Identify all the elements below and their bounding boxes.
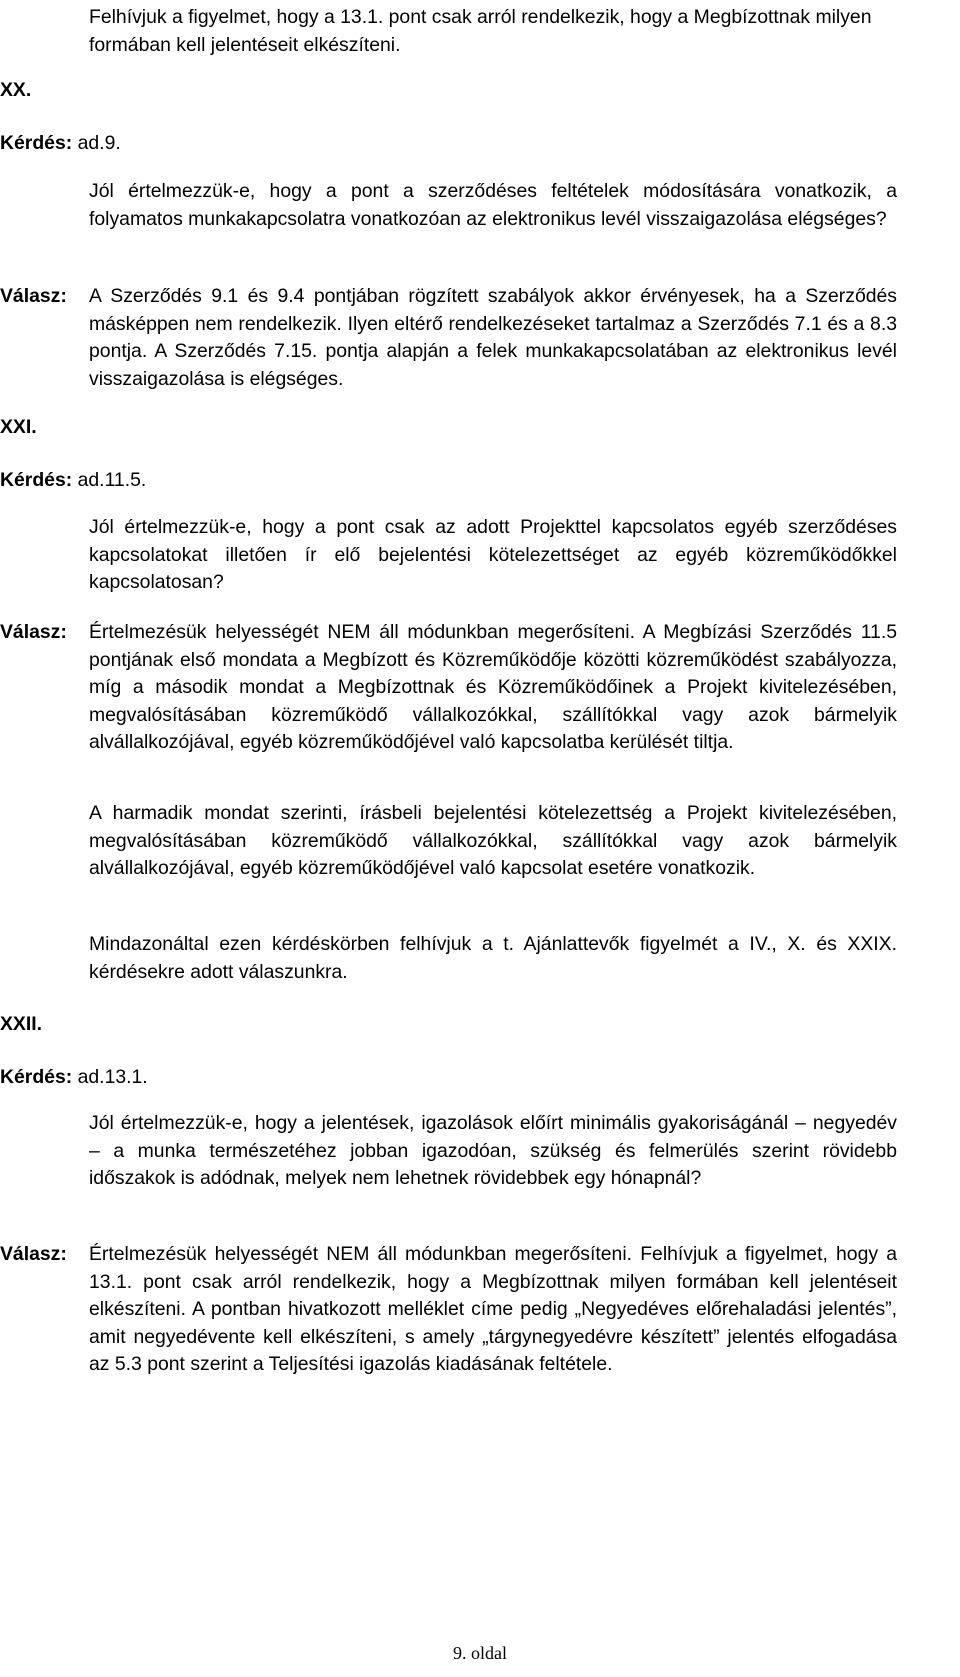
valasz-label-xxii: Válasz: xyxy=(0,1243,67,1265)
section-number-xxii: XXII. xyxy=(0,1013,43,1035)
answer-xx-p1: A Szerződés 9.1 és 9.4 pontjában rögzített szabályok akkor érvényesek, ha a Szerződés másképpen nem rendelkezik. Ilyen eltérő rendelkezéseket tartalmaz a Szerződés 7.1 és a 8.3 pontja. A Szerződés 7.15. pontja alapján a felek munkakapcsolatában az elektronikus levél visszaigazolása is elégséges. xyxy=(89,285,897,390)
page-number: 9. oldal xyxy=(453,1643,507,1663)
intro-paragraph: Felhívjuk a figyelmet, hogy a 13.1. pont csak arról rendelkezik, hogy a Megbízottnak milyen formában kell jelentéseit elkészíteni. xyxy=(89,6,872,56)
kerdes-label: Kérdés: xyxy=(0,1066,73,1088)
answer-xxi-p2: A harmadik mondat szerinti, írásbeli bejelentési kötelezettség a Projekt kivitelezésében, megvalósításában közreműködő vállalkozókkal, szállítókkal vagy azok bármelyik alvállalkozójával, egyéb közreműködőjével való kapcsolat esetére vonatkozik. xyxy=(89,802,897,879)
kerdes-line-xx xyxy=(0,130,121,158)
question-xxii: Jól értelmezzük-e, hogy a jelentések, igazolások előírt minimális gyakoriságánál – negyedév – a munka természetéhez jobban igazodóan, szükség és felmerülés szerint rövidebb időszakok is adódnak, melyek nem lehetnek rövidebbek egy hónapnál? xyxy=(89,1112,897,1189)
valasz-label-xx: Válasz: xyxy=(0,285,67,307)
question-xx: Jól értelmezzük-e, hogy a pont a szerződéses feltételek módosítására vonatkozik, a folyamatos munkakapcsolatra vonatkozóan az elektronikus levél visszaigazolása elégséges? xyxy=(89,180,897,230)
kerdes-label: Kérdés: xyxy=(0,469,73,491)
question-xxi: Jól értelmezzük-e, hogy a pont csak az adott Projekttel kapcsolatos egyéb szerződéses kapcsolatokat illetően ír elő bejelentési kötelezettséget az egyéb közreműködőkkel kapcsolatosan? xyxy=(89,516,897,593)
kerdes-ref: ad.11.5. xyxy=(77,469,147,491)
section-number-xxi: XXI. xyxy=(0,416,37,438)
kerdes-line-xxii xyxy=(0,1064,148,1092)
answer-xxii-p1: Értelmezésük helyességét NEM áll módunkban megerősíteni. Felhívjuk a figyelmet, hogy a 13.1. pont csak arról rendelkezik, hogy a Megbízottnak milyen formában kell jelentéseit elkészíteni. A pontban hivatkozott melléklet címe pedig „Negyedéves előrehaladási jelentés”, amit negyedévente kell elkészíteni, s amely „tárgynegyedévre készített” jelentés elfogadása az 5.3 pont szerint a Teljesítési igazolás kiadásának feltétele. xyxy=(89,1243,897,1375)
kerdes-ref: ad.9. xyxy=(77,132,121,154)
answer-xxi-p3: Mindazonáltal ezen kérdéskörben felhívjuk a t. Ajánlattevők figyelmét a IV., X. és XXIX. kérdésekre adott válaszunkra. xyxy=(89,933,897,983)
section-number-xx: XX. xyxy=(0,79,32,101)
answer-xxi-p1: Értelmezésük helyességét NEM áll módunkban megerősíteni. A Megbízási Szerződés 11.5 pontjának első mondata a Megbízott és Közreműködője közötti közreműködést szabályozza, míg a második mondat a Megbízottnak és Közreműködőinek a Projekt kivitelezésében, megvalósításában közreműködő vállalkozókkal, szállítókkal vagy azok bármelyik alvállalkozójával, egyéb közreműködőjével való kapcsolatba kerülését tiltja. xyxy=(89,621,897,753)
kerdes-line-xxi xyxy=(0,467,146,495)
valasz-label-xxi: Válasz: xyxy=(0,621,67,643)
kerdes-ref: ad.13.1. xyxy=(77,1066,148,1088)
kerdes-label: Kérdés: xyxy=(0,132,73,154)
